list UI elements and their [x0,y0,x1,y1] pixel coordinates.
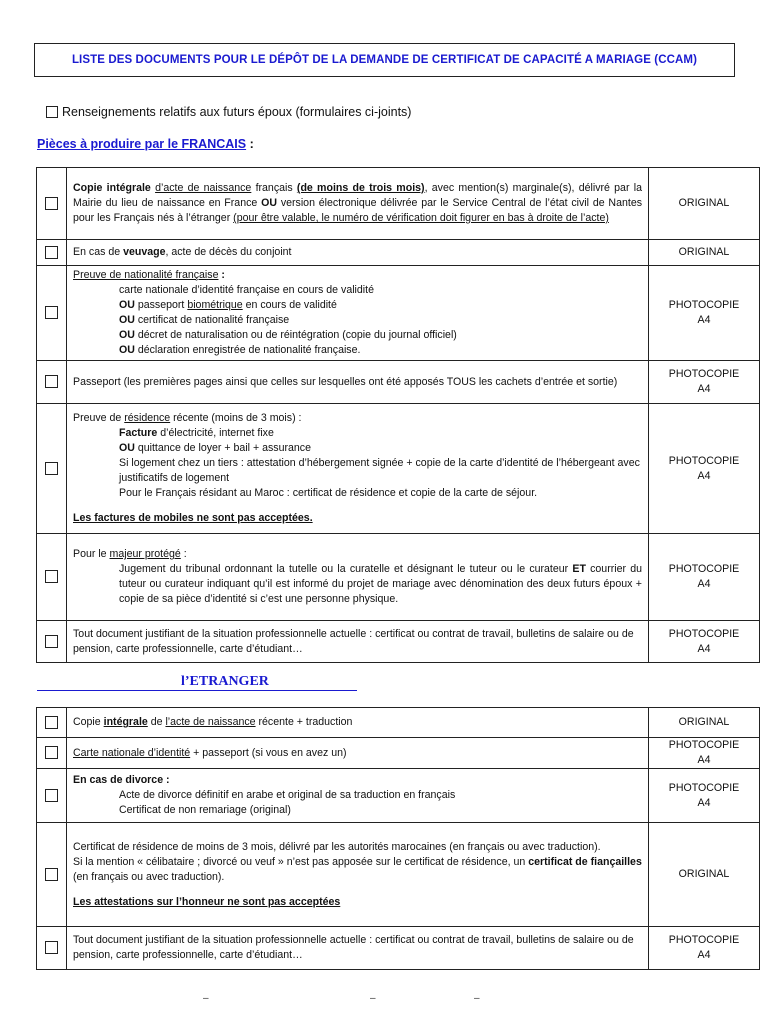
row-checkbox[interactable] [45,306,58,319]
text: biométrique [187,299,243,311]
type-size: A4 [697,469,711,482]
text: Tout document justifiant de la situation professionnelle actuelle : certificat ou contrat de travail, bulletins de salaire ou de pension, carte professionnelle, carte d’étudiant… [73,627,634,655]
section-etranger-heading [37,676,357,691]
text: version électronique délivrée par le Service Central de l’état civil de Nantes pour les Français nés à l’étranger [73,197,643,224]
type-size: A4 [697,578,711,590]
row-description [67,823,649,927]
row-type [649,168,760,240]
checkbox-cell [37,823,67,927]
text: , avec mention(s) marginale(s), délivré par la Mairie du lieu de naissance en France [73,182,642,209]
intro-checkbox[interactable] [46,106,58,118]
text: français [251,182,297,194]
row-checkbox[interactable] [45,375,58,388]
text: Les factures de mobiles ne sont pas acceptées. [73,512,313,524]
table-row [37,534,760,621]
text: Certificat de non remariage (original) [119,804,291,816]
text: Certificat de résidence de moins de 3 mois, délivré par les autorités marocaines (en français ou avec traduction). [73,840,601,853]
table-francais [36,167,760,663]
type-label: PHOTOCOPIE [668,781,740,794]
text: Passeport (les premières pages ainsi que celles sur lesquelles ont été apposés TOUS les cachets d’entrée et sortie) [73,375,618,388]
intro-row [46,105,411,119]
type-size: A4 [697,642,711,655]
type-size: A4 [697,796,711,809]
row-checkbox[interactable] [45,941,58,954]
table-row [37,361,760,404]
text: + passeport (si vous en avez un) [190,746,347,759]
row-checkbox[interactable] [45,462,58,475]
intro-label: Renseignements relatifs aux futurs époux (formulaires ci-joints) [62,105,412,119]
table-row [37,708,760,738]
text: OU [119,329,135,341]
type-label: PHOTOCOPIE [668,563,740,575]
type-label: ORIGINAL [678,716,730,728]
text: en cours de validité [242,299,337,311]
text: ET [572,563,586,575]
row-type [649,361,760,404]
row-type [649,404,760,534]
checkbox-cell [37,708,67,738]
type-label: ORIGINAL [678,868,730,880]
row-checkbox[interactable] [45,635,58,648]
checkbox-cell [37,404,67,534]
text: intégrale [103,716,148,728]
text: : [180,548,187,560]
text: En cas de divorce : [73,774,170,786]
row-description [67,738,649,769]
table-row [37,769,760,823]
row-type [649,738,760,769]
row-checkbox[interactable] [45,789,58,802]
row-checkbox[interactable] [45,246,58,259]
text: (en français ou avec traduction). [73,870,225,883]
table-etranger [36,707,760,970]
text: OU [119,442,135,454]
type-size: A4 [697,314,711,326]
footer-dash: – [474,993,480,1004]
table-row [37,240,760,266]
checkbox-cell [37,621,67,663]
type-label: PHOTOCOPIE [668,299,740,311]
table-row [37,621,760,663]
text: Copie [73,716,104,728]
text: passeport [134,299,188,311]
text: OU [119,299,135,311]
text: OU [119,344,135,356]
text: courrier du tuteur ou curateur indiquant qu’il est informé du projet de mariage avec dénomination des deux futurs époux + copie de sa pièce d’identité si c’est une personne physique. [119,563,642,605]
row-checkbox[interactable] [45,570,58,583]
text: (de moins de trois mois) [296,182,425,194]
row-description [67,769,649,823]
checkbox-cell [37,769,67,823]
type-size: A4 [697,383,711,395]
type-label: PHOTOCOPIE [668,739,740,751]
text: : [218,269,225,281]
checkbox-cell [37,927,67,970]
text: Facture [119,427,158,439]
text: Preuve de nationalité française [73,269,219,281]
text: d’acte de naissance [155,182,252,194]
type-label: ORIGINAL [678,197,730,209]
footer-dash: – [370,993,376,1004]
text: Preuve de [73,412,125,424]
page-title-text: LISTE DES DOCUMENTS POUR LE DÉPÔT DE LA DEMANDE DE CERTIFICAT DE CAPACITÉ A MARIAGE (CCAM) [71,54,698,66]
table-row [37,823,760,927]
text: récente (moins de 3 mois) : [170,412,302,424]
text: En cas de [73,246,124,258]
section-francais-label: Pièces à produire par le FRANCAIS [37,137,247,151]
text: d’électricité, internet fixe [157,427,274,439]
text: l’acte de naissance [165,716,256,728]
text: certificat de nationalité française [134,314,290,326]
row-checkbox[interactable] [45,868,58,881]
table-row [37,738,760,769]
text: OU [119,314,135,326]
type-label: ORIGINAL [678,246,730,258]
text: Pour le [73,548,110,560]
row-type [649,266,760,361]
checkbox-cell [37,534,67,621]
text: certificat de fiançailles [528,855,642,868]
text: déclaration enregistrée de nationalité française. [134,344,361,356]
text: , acte de décès du conjoint [165,246,292,258]
text: Si logement chez un tiers : attestation d’hébergement signée + copie de la carte d’identité de l’hébergeant avec justificatifs de logement [119,457,640,484]
text: Copie intégrale [73,182,151,194]
text: de [147,716,166,728]
row-type [649,240,760,266]
text: Les attestations sur l’honneur ne sont pas acceptées [73,895,341,908]
table-row [37,266,760,361]
row-description [67,361,649,404]
text: veuvage [123,246,166,258]
text: quittance de loyer + bail + assurance [134,442,311,454]
row-type [649,621,760,663]
text: majeur protégé [109,548,181,560]
type-label: PHOTOCOPIE [668,454,740,467]
type-size: A4 [697,949,711,961]
checkbox-cell [37,266,67,361]
row-description [67,534,649,621]
type-label: PHOTOCOPIE [668,934,740,946]
checkbox-cell [37,738,67,769]
text: Acte de divorce définitif en arabe et original de sa traduction en français [119,789,456,801]
text: résidence [124,412,171,424]
text: récente + traduction [255,716,353,728]
row-type [649,823,760,927]
text: (pour être valable, le numéro de vérification doit figurer en bas à droite de l’acte) [233,212,609,224]
checkbox-cell [37,361,67,404]
row-type [649,534,760,621]
table-row [37,168,760,240]
row-description [67,266,649,361]
row-checkbox[interactable] [45,716,58,729]
row-type [649,708,760,738]
table-row [37,927,760,970]
type-size: A4 [697,754,711,766]
page-title [34,43,735,77]
row-description [67,927,649,970]
row-checkbox[interactable] [45,197,58,210]
row-description [67,404,649,534]
text: OU [261,197,277,209]
text: Si la mention « célibataire ; divorcé ou veuf » n’est pas apposée sur le certificat de résidence, un [73,855,529,868]
text: Jugement du tribunal ordonnant la tutelle ou la curatelle et désignant le tuteur ou le curateur [119,563,573,575]
row-description [67,168,649,240]
type-label: PHOTOCOPIE [668,368,740,380]
type-label: PHOTOCOPIE [668,627,740,640]
text: Carte nationale d’identité [73,746,191,759]
row-type [649,769,760,823]
section-francais-heading [37,137,254,151]
row-checkbox[interactable] [45,746,58,759]
text: Pour le Français résidant au Maroc : certificat de résidence et copie de la carte de séjour. [119,487,538,499]
row-description [67,621,649,663]
text: carte nationale d’identité française en cours de validité [119,284,374,296]
row-description [67,240,649,266]
checkbox-cell [37,240,67,266]
section-etranger-label: l’ETRANGER [181,674,269,689]
footer-dash: – [203,993,209,1004]
text: décret de naturalisation ou de réintégration (copie du journal officiel) [134,329,457,341]
row-description [67,708,649,738]
checkbox-cell [37,168,67,240]
table-row [37,404,760,534]
section-francais-colon: : [246,137,254,151]
text: Tout document justifiant de la situation professionnelle actuelle : certificat ou contrat de travail, bulletins de salaire ou de pension, carte professionnelle, carte d’étudiant… [73,934,634,961]
row-type [649,927,760,970]
